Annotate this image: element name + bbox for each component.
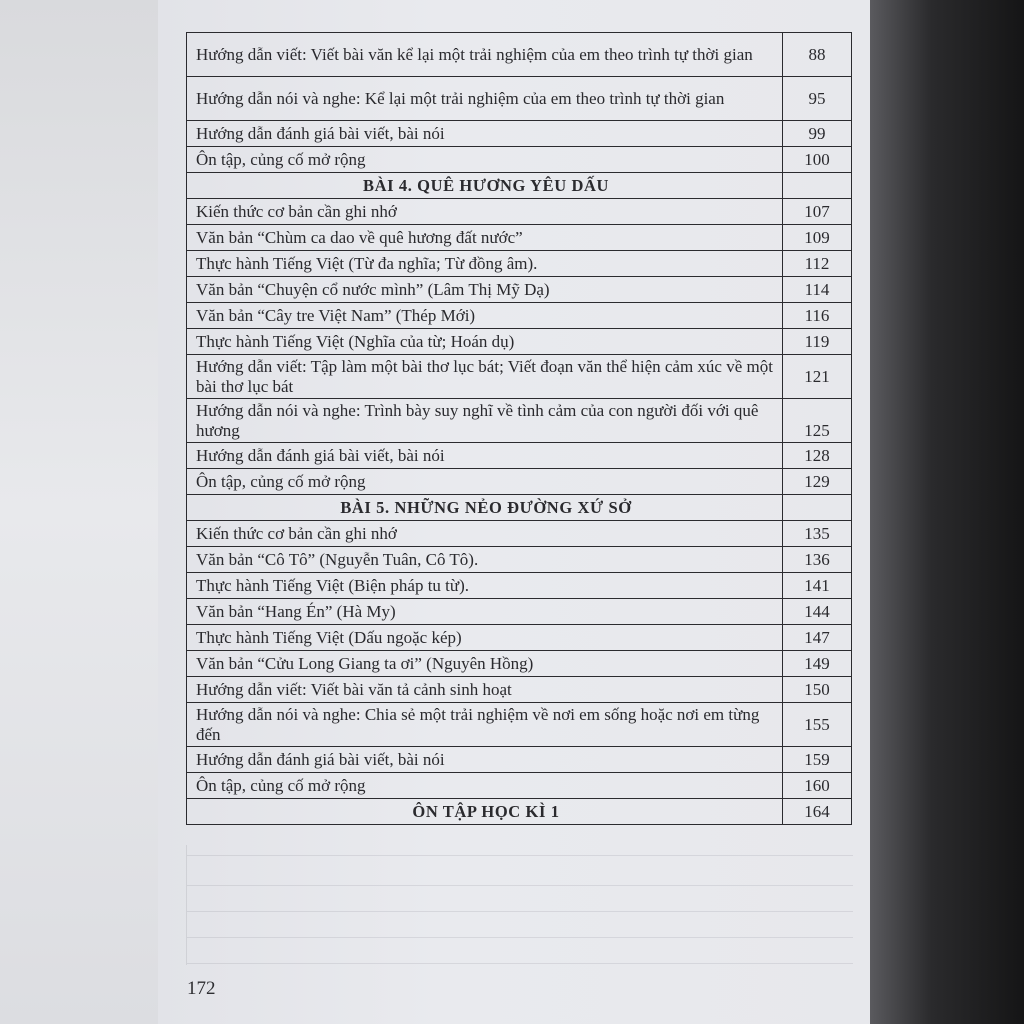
entry-title: Ôn tập, củng cố mở rộng (187, 147, 783, 173)
entry-title: Thực hành Tiếng Việt (Từ đa nghĩa; Từ đồng âm). (187, 251, 783, 277)
page-ref: 95 (783, 77, 852, 121)
page-ref: 107 (783, 199, 852, 225)
entry-title: Kiến thức cơ bản cần ghi nhớ (187, 521, 783, 547)
entry-title: Hướng dẫn đánh giá bài viết, bài nói (187, 121, 783, 147)
entry-title: Hướng dẫn viết: Viết bài văn tả cảnh sinh hoạt (187, 677, 783, 703)
page-ref: 125 (783, 399, 852, 443)
toc-entry-row (187, 573, 852, 599)
page-number: 172 (187, 978, 216, 999)
table-of-contents (186, 32, 852, 825)
entry-title: Ôn tập, củng cố mở rộng (187, 773, 783, 799)
toc-section-row (187, 799, 852, 825)
toc-section-row (187, 173, 852, 199)
toc-entry-row (187, 747, 852, 773)
toc-entry-row (187, 225, 852, 251)
page-ref: 121 (783, 355, 852, 399)
entry-title: Văn bản “Hang Én” (Hà My) (187, 599, 783, 625)
page-ref: 114 (783, 277, 852, 303)
entry-title: Ôn tập, củng cố mở rộng (187, 469, 783, 495)
toc-entry-row (187, 547, 852, 573)
entry-title: Văn bản “Chuyện cổ nước mình” (Lâm Thị Mỹ Dạ) (187, 277, 783, 303)
entry-title: Kiến thức cơ bản cần ghi nhớ (187, 199, 783, 225)
toc-entry-row (187, 355, 852, 399)
toc-entry-row (187, 121, 852, 147)
page-ref: 129 (783, 469, 852, 495)
toc-entry-row (187, 599, 852, 625)
bleed-through-table (186, 845, 853, 965)
entry-title: Hướng dẫn viết: Viết bài văn kể lại một trải nghiệm của em theo trình tự thời gian (187, 33, 783, 77)
page-ref: 150 (783, 677, 852, 703)
page-ref: 160 (783, 773, 852, 799)
page-ref: 88 (783, 33, 852, 77)
page-ref: 109 (783, 225, 852, 251)
toc-section-row (187, 495, 852, 521)
page-ref: 155 (783, 703, 852, 747)
page-ref: 119 (783, 329, 852, 355)
page-ref: 100 (783, 147, 852, 173)
page-ref (783, 495, 852, 521)
page-ref (783, 173, 852, 199)
entry-title: Thực hành Tiếng Việt (Biện pháp tu từ). (187, 573, 783, 599)
toc-entry-row (187, 677, 852, 703)
entry-title: Văn bản “Cửu Long Giang ta ơi” (Nguyên Hồng) (187, 651, 783, 677)
entry-title: Hướng dẫn viết: Tập làm một bài thơ lục bát; Viết đoạn văn thể hiện cảm xúc về một bài thơ lục bát (187, 355, 783, 399)
entry-title: Thực hành Tiếng Việt (Nghĩa của từ; Hoán dụ) (187, 329, 783, 355)
entry-title: Hướng dẫn nói và nghe: Chia sẻ một trải nghiệm về nơi em sống hoặc nơi em từng đến (187, 703, 783, 747)
page-ref: 149 (783, 651, 852, 677)
entry-title: Hướng dẫn nói và nghe: Kể lại một trải nghiệm của em theo trình tự thời gian (187, 77, 783, 121)
toc-entry-row (187, 251, 852, 277)
section-title: BÀI 4. QUÊ HƯƠNG YÊU DẤU (187, 173, 783, 199)
section-title: ÔN TẬP HỌC KÌ 1 (187, 799, 783, 825)
page-ref: 164 (783, 799, 852, 825)
page-ref: 135 (783, 521, 852, 547)
page-ref: 159 (783, 747, 852, 773)
entry-title: Văn bản “Cô Tô” (Nguyễn Tuân, Cô Tô). (187, 547, 783, 573)
toc-entry-row (187, 303, 852, 329)
background-left (0, 0, 158, 1024)
page-ref: 128 (783, 443, 852, 469)
toc-entry-row (187, 399, 852, 443)
toc-entry-row (187, 703, 852, 747)
toc-entry-row (187, 625, 852, 651)
toc-entry-row (187, 773, 852, 799)
toc-entry-row (187, 77, 852, 121)
page-ref: 147 (783, 625, 852, 651)
entry-title: Văn bản “Chùm ca dao về quê hương đất nước” (187, 225, 783, 251)
entry-title: Văn bản “Cây tre Việt Nam” (Thép Mới) (187, 303, 783, 329)
page-ref: 99 (783, 121, 852, 147)
toc-entry-row (187, 469, 852, 495)
toc-entry-row (187, 277, 852, 303)
toc-entry-row (187, 443, 852, 469)
entry-title: Hướng dẫn đánh giá bài viết, bài nói (187, 747, 783, 773)
section-title: BÀI 5. NHỮNG NẺO ĐƯỜNG XỨ SỞ (187, 495, 783, 521)
toc-entry-row (187, 521, 852, 547)
entry-title: Thực hành Tiếng Việt (Dấu ngoặc kép) (187, 625, 783, 651)
page-ref: 112 (783, 251, 852, 277)
toc-entry-row (187, 329, 852, 355)
page-ref: 136 (783, 547, 852, 573)
toc-entry-row (187, 651, 852, 677)
background-right (870, 0, 1024, 1024)
toc-entry-row (187, 147, 852, 173)
toc-entry-row (187, 33, 852, 77)
page-ref: 116 (783, 303, 852, 329)
entry-title: Hướng dẫn đánh giá bài viết, bài nói (187, 443, 783, 469)
entry-title: Hướng dẫn nói và nghe: Trình bày suy nghĩ về tình cảm của con người đối với quê hương (187, 399, 783, 443)
page-ref: 141 (783, 573, 852, 599)
page-ref: 144 (783, 599, 852, 625)
toc-entry-row (187, 199, 852, 225)
